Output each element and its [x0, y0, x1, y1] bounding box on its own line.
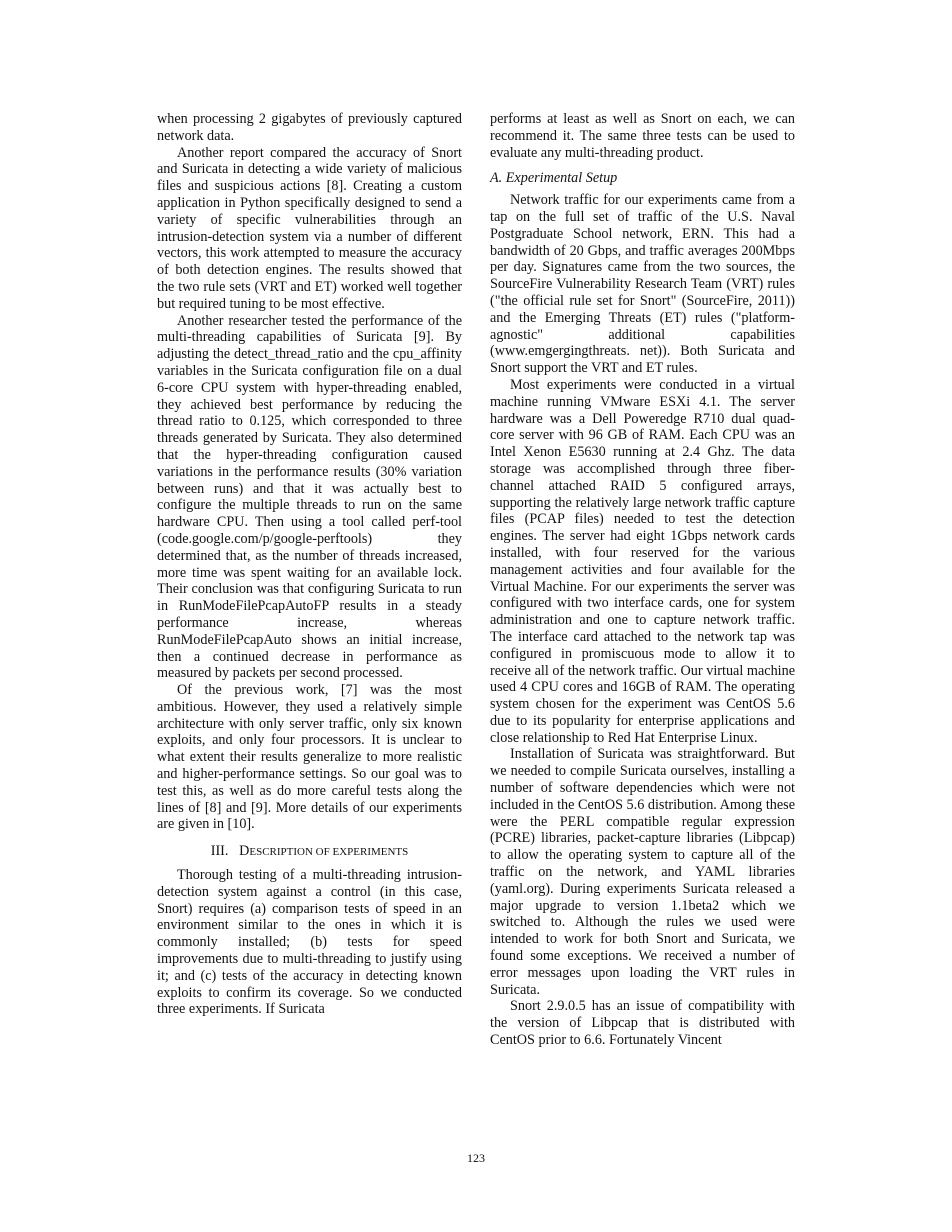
paragraph: Installation of Suricata was straightforward. But we needed to compile Suricata ourselves, installing a number of software dependencies which were not included in the CentOS 5.6 distribution. Among these were the PERL compatible regular expression (PCRE) libraries, packet-capture libraries (Libpcap) to allow the operating system to capture all of the traffic on the network, and YAML libraries (yaml.org). During experiments Suricata released a major upgrade to version 1.1beta2 which we switched to. Although the rules we used were intended to work for both Snort and Suricata, we found some exceptions. We received a number of error messages upon loading the VRT rules in Suricata.: [490, 746, 795, 998]
paragraph: Most experiments were conducted in a virtual machine running VMware ESXi 4.1. The server hardware was a Dell Poweredge R710 dual quad-core server with 96 GB of RAM. Each CPU was an Intel Xenon E5630 running at 2.4 Ghz. The data storage was accomplished through three fiber-channel attached RAID 5 configured arrays, supporting the relatively large network traffic capture files (PCAP files) needed to test the detection engines. The server had eight 1Gbps network cards installed, with four reserved for the various management activities and four available for the Virtual Machine. For our experiments the server was configured with two interface cards, one for system administration and one to capture network traffic. The interface card attached to the network tap was configured in promiscuous mode to allow it to receive all of the network traffic. Our virtual machine used 4 CPU cores and 16GB of RAM. The operating system chosen for the experiment was CentOS 5.6 due to its popularity for enterprise applications and close relationship to Red Hat Enterprise Linux.: [490, 376, 795, 746]
paragraph: Thorough testing of a multi-threading intrusion-detection system against a control (in this case, Snort) requires (a) comparison tests of speed in an environment similar to the ones in which it is commonly installed; (b) tests for speed improvements due to multi-threading to justify using it; and (c) tests of the accuracy in detecting known exploits to confirm its coverage. So we conducted three experiments. If Suricata: [157, 867, 462, 1018]
paragraph: Network traffic for our experiments came from a tap on the full set of traffic of the U.S. Naval Postgraduate School network, ERN. This had a bandwidth of 20 Gbps, and traffic averages 200Mbps per day. Signatures came from the two sources, the SourceFire Vulnerability Research Team (VRT) rules ("the official rule set for Snort" (SourceFire, 2011)) and the Emerging Threats (ET) rules ("platform-agnostic" additional capabilities (www.emgergingthreats. net)). Both Suricata and Snort support the VRT and ET rules.: [490, 192, 795, 377]
paragraph: Another researcher tested the performance of the multi-threading capabilities of Suricata [9]. By adjusting the detect_thread_ratio and the cpu_affinity variables in the Suricata configuration file on a dual 6-core CPU system with hyper-threading enabled, they achieved best performance by reducing the thread ratio to 0.125, which corresponded to three threads generated by Suricata. They also determined that the hyper-threading configuration caused variations in the performance results (30% variation between runs) and that it was actually best to configure the multiple threads to run on the same hardware CPU. Then using a tool called perf-tool (code.google.com/p/google-perftools) they determined that, as the number of threads increased, more time was spent waiting for an available lock. Their conclusion was that configuring Suricata to run in RunModeFilePcapAutoFP results in a steady performance increase, whereas RunModeFilePcapAuto shows an initial increase, then a continued decrease in performance as measured by packets per second processed.: [157, 312, 462, 682]
paragraph: Snort 2.9.0.5 has an issue of compatibility with the version of Libpcap that is distributed with CentOS prior to 6.6. Fortunately Vincent: [490, 998, 795, 1049]
paragraph: Another report compared the accuracy of Snort and Suricata in detecting a wide variety of malicious files and suspicious actions [8]. Creating a custom application in Python specifically designed to send a variety of specific vulnerabilities through an intrusion-detection system via a number of different vectors, this work attempted to measure the accuracy of both detection engines. The results showed that the two rule sets (VRT and ET) worked well together but required tuning to be most effective.: [157, 144, 462, 312]
paragraph: Of the previous work, [7] was the most ambitious. However, they used a relatively simple architecture with only server traffic, only six known exploits, and only four processors. It is unclear to what extent their results generalize to more realistic and higher-performance settings. So our goal was to test this, as well as do more careful tests along the lines of [8] and [9]. More details of our experiments are given in [10].: [157, 682, 462, 833]
subsection-heading: A. Experimental Setup: [490, 170, 618, 187]
section-title-initial: D: [239, 843, 250, 860]
section-number: III.: [210, 843, 229, 860]
paragraph: performs at least as well as Snort on each, we can recommend it. The same three tests can be used to evaluate any multi-threading product.: [490, 111, 795, 161]
paragraph: when processing 2 gigabytes of previously captured network data.: [157, 111, 462, 144]
section-title-rest: ESCRIPTION OF EXPERIMENTS: [249, 846, 409, 859]
left-column: [157, 111, 462, 1018]
page-number: 123: [467, 1151, 485, 1165]
right-column: [490, 111, 795, 1049]
section-heading: [157, 843, 462, 861]
